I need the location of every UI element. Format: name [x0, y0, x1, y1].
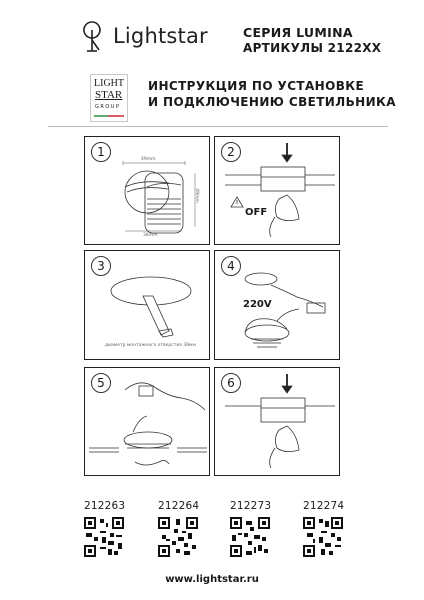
dim-top-label: 49mm: [141, 157, 156, 162]
qr-code-icon[interactable]: [230, 517, 270, 557]
step-panel-1: [84, 136, 210, 245]
step-panel-5: [84, 367, 210, 476]
website-link[interactable]: www.lightstar.ru: [165, 574, 259, 585]
step-panel-2: [214, 136, 340, 245]
wiring-drawing: [215, 251, 341, 361]
instruction-title-line2: И ПОДКЛЮЧЕНИЮ СВЕТИЛЬНИКА: [148, 95, 396, 109]
header-divider: [48, 126, 388, 127]
step-number: 4: [221, 256, 241, 276]
power-off-drawing: [215, 137, 341, 246]
step-number: 6: [221, 373, 241, 393]
instruction-title-line1: ИНСТРУКЦИЯ ПО УСТАНОВКЕ: [148, 79, 365, 93]
qr-code-icon[interactable]: [84, 517, 124, 557]
article-code-2: 212264: [158, 500, 200, 512]
qr-code-icon[interactable]: [158, 517, 198, 557]
article-code-4: 212274: [303, 500, 345, 512]
voltage-label: 220V: [243, 299, 272, 310]
group-logo-line1: LIGHT: [94, 78, 124, 89]
insert-fixture-drawing: [85, 368, 211, 477]
step-panel-4: [214, 250, 340, 360]
fixture-dimensions-drawing: [85, 137, 211, 246]
dim-bottom-label: 38mm: [143, 233, 158, 238]
step-panel-6: [214, 367, 340, 476]
brand-name: Lightstar: [113, 24, 208, 48]
article-code-3: 212273: [230, 500, 272, 512]
series-title: СЕРИЯ LUMINA: [243, 25, 353, 40]
dim-side-label: 49mm: [193, 188, 199, 203]
group-logo-line3: GROUP: [95, 104, 121, 110]
power-on-drawing: [215, 368, 341, 477]
step-number: 1: [91, 142, 111, 162]
step-number: 5: [91, 373, 111, 393]
articles-title: АРТИКУЛЫ 2122XX: [243, 41, 382, 55]
step-number: 3: [91, 256, 111, 276]
article-code-1: 212263: [84, 500, 126, 512]
step-panel-3: [84, 250, 210, 360]
off-warning-label: OFF: [245, 207, 268, 218]
hole-diameter-note: диаметр монтажного отверстия 38мм: [105, 343, 196, 348]
step-number: 2: [221, 142, 241, 162]
qr-code-icon[interactable]: [303, 517, 343, 557]
group-logo-line2: STAR: [95, 89, 123, 101]
lightstar-group-logo: [90, 74, 128, 122]
